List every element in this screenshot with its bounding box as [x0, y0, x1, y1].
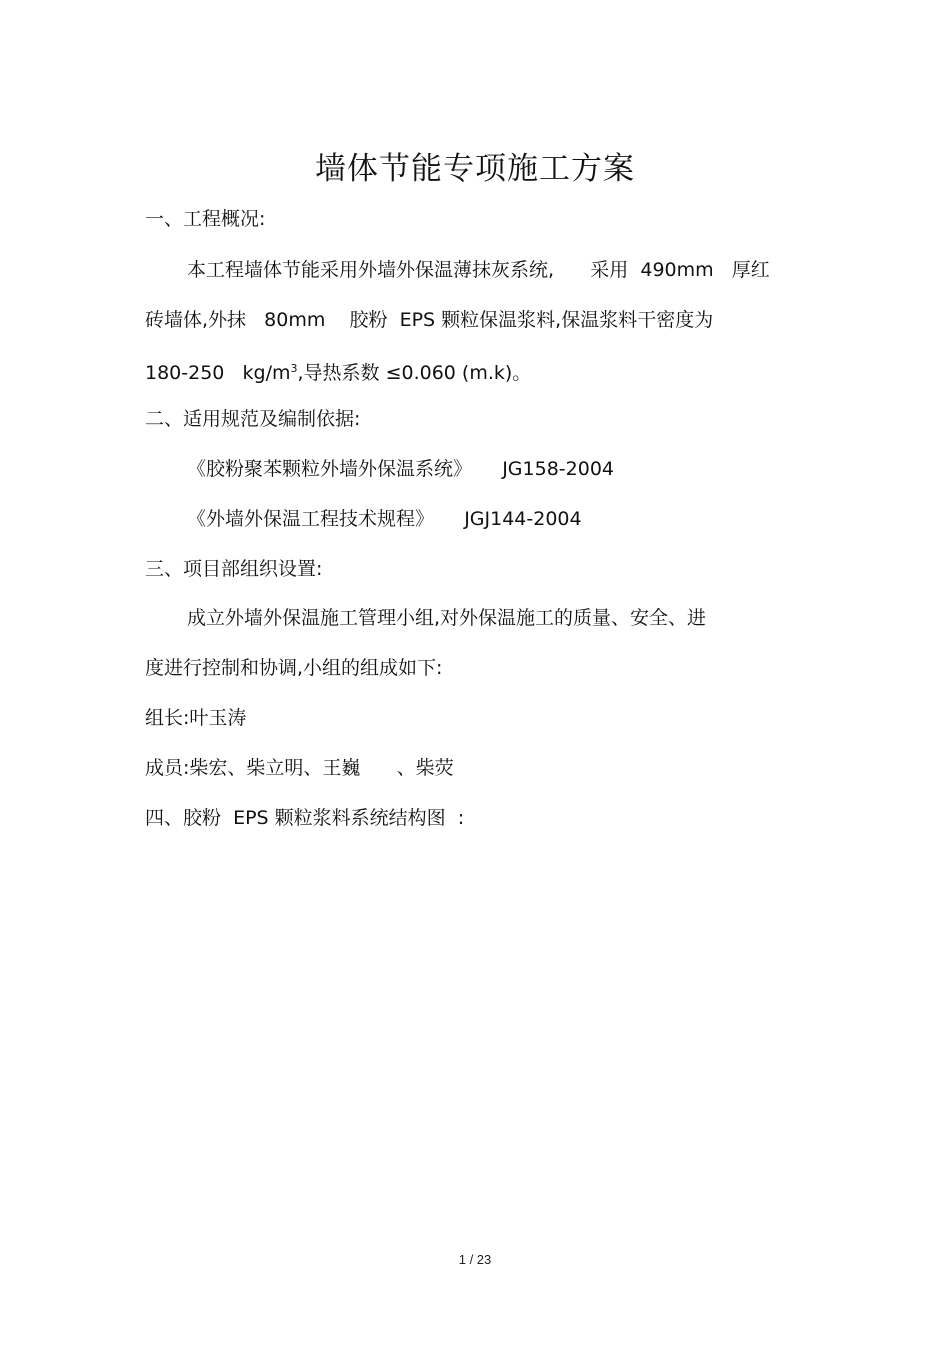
page-number: 1 / 23: [458, 1252, 492, 1267]
superscript-3: 3: [290, 362, 298, 375]
section-heading-structure-diagram: 四、胶粉 EPS 颗粒浆料系统结构图 :: [145, 807, 465, 829]
section-heading-organization: 三、项目部组织设置:: [145, 558, 323, 580]
team-members-line: 成员:柴宏、柴立明、王巍 、柴荧: [145, 757, 454, 779]
document-title: 墙体节能专项施工方案: [315, 151, 635, 187]
section-heading-overview: 一、工程概况:: [145, 208, 266, 230]
section-heading-standards: 二、适用规范及编制依据:: [145, 408, 361, 430]
density-range-text: 180-250 kg/m: [145, 362, 291, 384]
overview-paragraph-line-1: 本工程墙体节能采用外墙外保温薄抹灰系统, 采用 490mm 厚红: [187, 259, 770, 281]
overview-paragraph-line-2: 砖墙体,外抹 80mm 胶粉 EPS 颗粒保温浆料,保温浆料干密度为: [145, 309, 714, 331]
standard-reference-2: 《外墙外保温工程技术规程》 JGJ144-2004: [187, 508, 582, 530]
standard-reference-1: 《胶粉聚苯颗粒外墙外保温系统》 JG158-2004: [187, 458, 614, 480]
team-leader-line: 组长:叶玉涛: [145, 707, 247, 729]
organization-paragraph-line-1: 成立外墙外保温施工管理小组,对外保温施工的质量、安全、进: [187, 607, 707, 629]
overview-paragraph-line-3: [145, 357, 531, 385]
thermal-coefficient-text: ,导热系数 ≤0.060 (m.k)。: [297, 362, 532, 384]
organization-paragraph-line-2: 度进行控制和协调,小组的组成如下:: [145, 657, 443, 679]
